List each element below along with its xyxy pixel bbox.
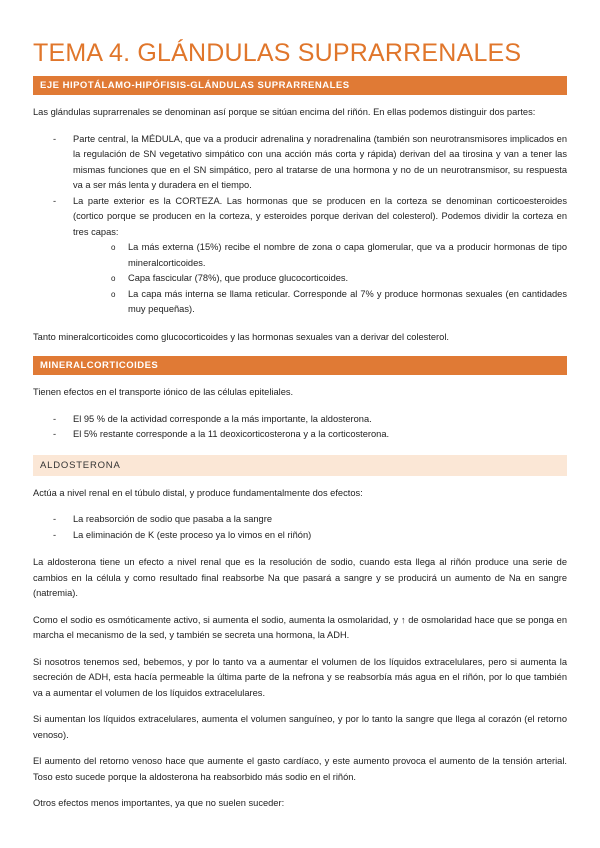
bullet-list bbox=[33, 132, 567, 318]
paragraph: Si nosotros tenemos sed, bebemos, y por lo tanto va a aumentar el volumen de los líquidos extracelulares, pero si aumenta la secreción de ADH, esta hacía permeable la última parte de la nefrona y se reabsorbía más agua en el riñón, por lo que también va a aumentar el volumen de los líquidos extracelulares. bbox=[33, 656, 567, 698]
list-item-text: La parte exterior es la CORTEZA. Las hormonas que se producen en la corteza se denominan corticoesteroides (cortico porque se producen en la corteza, y esteroides porque derivan del colesterol). Podemos dividir la corteza en tres capas: bbox=[73, 195, 567, 237]
bullet-list bbox=[33, 412, 567, 443]
paragraph: El aumento del retorno venoso hace que aumente el gasto cardíaco, y este aumento provoca el aumento de la tensión arterial. Toso esto sucede porque la aldosterona ha reabsorbido más sodio en el riñón. bbox=[33, 756, 567, 782]
list-item: - La eliminación de K (este proceso ya lo vimos en el riñón) bbox=[33, 528, 567, 544]
section-heading-mineralcorticoides: MINERALCORTICOIDES bbox=[33, 356, 567, 375]
page-title: TEMA 4. GLÁNDULAS SUPRARRENALES bbox=[33, 39, 522, 67]
paragraph: Otros efectos menos importantes, ya que no suelen suceder: bbox=[33, 798, 285, 808]
list-item: - El 5% restante corresponde a la 11 deoxicorticosterona y a la corticosterona. bbox=[33, 427, 567, 443]
sub-list-item: o La más externa (15%) recibe el nombre de zona o capa glomerular, que va a producir hormonas de tipo mineralcorticoides. bbox=[73, 240, 567, 271]
sub-list-item: o La capa más interna se llama reticular. Corresponde al 7% y produce hormonas sexuales (en cantidades muy pequeñas). bbox=[73, 287, 567, 318]
paragraph: Las glándulas suprarrenales se denominan así porque se sitúan encima del riñón. En ellas podemos distinguir dos partes: bbox=[33, 107, 536, 117]
paragraph: Tanto mineralcorticoides como glucocorticoides y las hormonas sexuales van a derivar del colesterol. bbox=[33, 331, 449, 342]
subsection-heading-aldosterona: ALDOSTERONA bbox=[33, 455, 567, 476]
paragraph: Tienen efectos en el transporte iónico de las células epiteliales. bbox=[33, 387, 294, 397]
bullet-list bbox=[33, 512, 567, 543]
sub-list-item: o Capa fascicular (78%), que produce glucocorticoides. bbox=[73, 271, 567, 287]
paragraph: Como el sodio es osmóticamente activo, si aumenta el sodio, aumenta la osmolaridad, y ↑ de osmolaridad hace que se ponga en marcha el mecanismo de la sed, y también se secreta una hormona, la ADH. bbox=[33, 614, 567, 640]
list-item: - El 95 % de la actividad corresponde a la más importante, la aldosterona. bbox=[33, 412, 567, 428]
list-item bbox=[33, 194, 567, 318]
list-item: - Parte central, la MÉDULA, que va a producir adrenalina y noradrenalina (también son neurotransmisores implicados en la regulación de SN vegetativo simpático con una acción más corta y rápida) derivan del aa tirosina y van a tener las mismas funciones que en el SN simpático, pero al tratarse de una hormona y no de un neurotransmisor, su respuesta va a ser más lenta y duradera en el tiempo. bbox=[33, 132, 567, 194]
list-item: - La reabsorción de sodio que pasaba a la sangre bbox=[33, 512, 567, 528]
paragraph: Actúa a nivel renal en el túbulo distal, y produce fundamentalmente dos efectos: bbox=[33, 487, 363, 498]
section-heading-eje: EJE HIPOTÁLAMO-HIPÓFISIS-GLÁNDULAS SUPRARRENALES bbox=[33, 76, 567, 95]
paragraph: Si aumentan los líquidos extracelulares, aumenta el volumen sanguíneo, y por lo tanto la sangre que llega al corazón (el retorno venoso). bbox=[33, 714, 567, 740]
paragraph: La aldosterona tiene un efecto a nivel renal que es la resolución de sodio, cuando esta llega al riñón produce una serie de cambios en la célula y como resultado final reabsorbe Na que pasará a sangre y se producirá un aumento de Na en sangre (natremia). bbox=[33, 557, 567, 598]
sub-list bbox=[73, 240, 567, 318]
